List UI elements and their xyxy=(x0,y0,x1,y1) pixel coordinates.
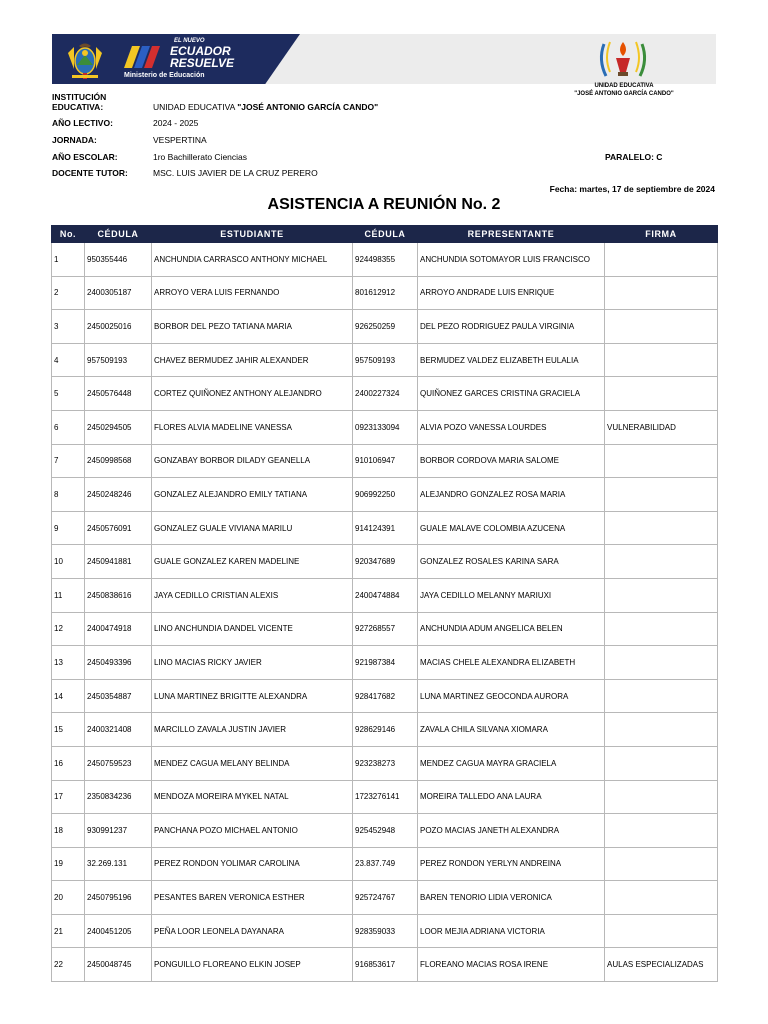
signature-cell xyxy=(605,343,718,377)
header-cedula-representante: CÉDULA xyxy=(353,226,418,243)
row-number: 19 xyxy=(52,847,85,881)
row-number: 21 xyxy=(52,914,85,948)
header-firma: FIRMA xyxy=(605,226,718,243)
representative-name: GONZALEZ ROSALES KARINA SARA xyxy=(418,545,605,579)
student-name: GUALE GONZALEZ KAREN MADELINE xyxy=(152,545,353,579)
table-row xyxy=(52,646,718,680)
row-number: 13 xyxy=(52,646,85,680)
signature-cell xyxy=(605,914,718,948)
table-row xyxy=(52,746,718,780)
representative-id: 920347689 xyxy=(353,545,418,579)
student-name: GONZABAY BORBOR DILADY GEANELLA xyxy=(152,444,353,478)
representative-name: ALEJANDRO GONZALEZ ROSA MARIA xyxy=(418,478,605,512)
representative-id: 928629146 xyxy=(353,713,418,747)
representative-name: MACIAS CHELE ALEXANDRA ELIZABETH xyxy=(418,646,605,680)
student-name: LINO ANCHUNDIA DANDEL VICENTE xyxy=(152,612,353,646)
row-number: 3 xyxy=(52,310,85,344)
student-id: 2450576448 xyxy=(85,377,152,411)
representative-name: PEREZ RONDON YERLYN ANDREINA xyxy=(418,847,605,881)
student-id: 2450294505 xyxy=(85,410,152,444)
table-row xyxy=(52,343,718,377)
student-name: JAYA CEDILLO CRISTIAN ALEXIS xyxy=(152,578,353,612)
row-number: 6 xyxy=(52,410,85,444)
row-number: 17 xyxy=(52,780,85,814)
table-row xyxy=(52,679,718,713)
representative-id: 923238273 xyxy=(353,746,418,780)
student-id: 2450493396 xyxy=(85,646,152,680)
row-number: 22 xyxy=(52,948,85,982)
signature-cell xyxy=(605,612,718,646)
representative-name: BORBOR CORDOVA MARIA SALOME xyxy=(418,444,605,478)
representative-id: 928417682 xyxy=(353,679,418,713)
representative-name: LUNA MARTINEZ GEOCONDA AURORA xyxy=(418,679,605,713)
ministry-name: Ministerio de Educación xyxy=(124,72,205,79)
header-no: No. xyxy=(52,226,85,243)
signature-cell xyxy=(605,578,718,612)
representative-name: QUIÑONEZ GARCES CRISTINA GRACIELA xyxy=(418,377,605,411)
row-number: 18 xyxy=(52,814,85,848)
signature-cell: VULNERABILIDAD xyxy=(605,410,718,444)
representative-id: 1723276141 xyxy=(353,780,418,814)
representative-id: 921987384 xyxy=(353,646,418,680)
student-name: LUNA MARTINEZ BRIGITTE ALEXANDRA xyxy=(152,679,353,713)
info-paralelo: PARALELO: C xyxy=(605,152,663,162)
signature-cell xyxy=(605,713,718,747)
representative-name: LOOR MEJIA ADRIANA VICTORIA xyxy=(418,914,605,948)
signature-cell xyxy=(605,310,718,344)
signature-cell xyxy=(605,511,718,545)
signature-cell: AULAS ESPECIALIZADAS xyxy=(605,948,718,982)
representative-name: ANCHUNDIA SOTOMAYOR LUIS FRANCISCO xyxy=(418,243,605,277)
row-number: 2 xyxy=(52,276,85,310)
signature-cell xyxy=(605,646,718,680)
student-name: PANCHANA POZO MICHAEL ANTONIO xyxy=(152,814,353,848)
student-name: PEÑA LOOR LEONELA DAYANARA xyxy=(152,914,353,948)
student-name: ANCHUNDIA CARRASCO ANTHONY MICHAEL xyxy=(152,243,353,277)
attendance-table xyxy=(51,225,718,982)
page-title: ASISTENCIA A REUNIÓN No. 2 xyxy=(267,196,501,213)
representative-name: ANCHUNDIA ADUM ANGELICA BELEN xyxy=(418,612,605,646)
student-name: GONZALEZ GUALE VIVIANA MARILU xyxy=(152,511,353,545)
signature-cell xyxy=(605,814,718,848)
student-id: 2450941881 xyxy=(85,545,152,579)
school-logo-icon xyxy=(594,38,652,82)
row-number: 1 xyxy=(52,243,85,277)
table-row xyxy=(52,881,718,915)
student-name: BORBOR DEL PEZO TATIANA MARIA xyxy=(152,310,353,344)
student-name: MENDOZA MOREIRA MYKEL NATAL xyxy=(152,780,353,814)
representative-name: FLOREANO MACIAS ROSA IRENE xyxy=(418,948,605,982)
student-id: 957509193 xyxy=(85,343,152,377)
student-id: 2350834236 xyxy=(85,780,152,814)
representative-id: 914124391 xyxy=(353,511,418,545)
table-row xyxy=(52,377,718,411)
row-number: 8 xyxy=(52,478,85,512)
student-name: MARCILLO ZAVALA JUSTIN JAVIER xyxy=(152,713,353,747)
header-cedula-estudiante: CÉDULA xyxy=(85,226,152,243)
ecuador-coat-of-arms-icon xyxy=(64,39,106,81)
row-number: 12 xyxy=(52,612,85,646)
student-name: PESANTES BAREN VERONICA ESTHER xyxy=(152,881,353,915)
student-id: 2400305187 xyxy=(85,276,152,310)
student-id: 2450354887 xyxy=(85,679,152,713)
table-row xyxy=(52,511,718,545)
row-number: 10 xyxy=(52,545,85,579)
table-row xyxy=(52,847,718,881)
table-row xyxy=(52,478,718,512)
signature-cell xyxy=(605,881,718,915)
table-row xyxy=(52,545,718,579)
representative-id: 957509193 xyxy=(353,343,418,377)
signature-cell xyxy=(605,377,718,411)
row-number: 16 xyxy=(52,746,85,780)
table-row xyxy=(52,410,718,444)
student-id: 2400474918 xyxy=(85,612,152,646)
representative-id: 916853617 xyxy=(353,948,418,982)
row-number: 5 xyxy=(52,377,85,411)
table-row xyxy=(52,914,718,948)
representative-id: 910106947 xyxy=(353,444,418,478)
student-name: PONGUILLO FLOREANO ELKIN JOSEP xyxy=(152,948,353,982)
row-number: 7 xyxy=(52,444,85,478)
representative-name: POZO MACIAS JANETH ALEXANDRA xyxy=(418,814,605,848)
representative-name: ZAVALA CHILA SILVANA XIOMARA xyxy=(418,713,605,747)
signature-cell xyxy=(605,478,718,512)
representative-name: DEL PEZO RODRIGUEZ PAULA VIRGINIA xyxy=(418,310,605,344)
representative-name: BAREN TENORIO LIDIA VERONICA xyxy=(418,881,605,915)
representative-id: 925724767 xyxy=(353,881,418,915)
row-number: 4 xyxy=(52,343,85,377)
representative-id: 801612912 xyxy=(353,276,418,310)
brand-stripes-icon xyxy=(124,46,168,68)
row-number: 15 xyxy=(52,713,85,747)
signature-cell xyxy=(605,746,718,780)
student-id: 2400451205 xyxy=(85,914,152,948)
representative-id: 927268557 xyxy=(353,612,418,646)
representative-id: 2400227324 xyxy=(353,377,418,411)
student-id: 2450838616 xyxy=(85,578,152,612)
table-row xyxy=(52,578,718,612)
student-name: FLORES ALVIA MADELINE VANESSA xyxy=(152,410,353,444)
signature-cell xyxy=(605,243,718,277)
row-number: 9 xyxy=(52,511,85,545)
signature-cell xyxy=(605,545,718,579)
student-id: 950355446 xyxy=(85,243,152,277)
signature-cell xyxy=(605,780,718,814)
representative-name: MOREIRA TALLEDO ANA LAURA xyxy=(418,780,605,814)
brand-logo: EL NUEVO ECUADOR RESUELVE xyxy=(170,38,235,70)
representative-name: ALVIA POZO VANESSA LOURDES xyxy=(418,410,605,444)
table-row xyxy=(52,948,718,982)
student-name: PEREZ RONDON YOLIMAR CAROLINA xyxy=(152,847,353,881)
student-name: MENDEZ CAGUA MELANY BELINDA xyxy=(152,746,353,780)
table-row xyxy=(52,243,718,277)
student-name: CHAVEZ BERMUDEZ JAHIR ALEXANDER xyxy=(152,343,353,377)
table-row xyxy=(52,814,718,848)
representative-id: 0923133094 xyxy=(353,410,418,444)
student-id: 2400321408 xyxy=(85,713,152,747)
representative-id: 925452948 xyxy=(353,814,418,848)
representative-id: 2400474884 xyxy=(353,578,418,612)
student-name: CORTEZ QUIÑONEZ ANTHONY ALEJANDRO xyxy=(152,377,353,411)
student-id: 2450025016 xyxy=(85,310,152,344)
representative-name: JAYA CEDILLO MELANNY MARIUXI xyxy=(418,578,605,612)
header-representante: REPRESENTANTE xyxy=(418,226,605,243)
table-row xyxy=(52,612,718,646)
row-number: 11 xyxy=(52,578,85,612)
representative-id: 906992250 xyxy=(353,478,418,512)
student-id: 2450998568 xyxy=(85,444,152,478)
student-id: 930991237 xyxy=(85,814,152,848)
school-name: UNIDAD EDUCATIVA "JOSÉ ANTONIO GARCÍA CANDO" xyxy=(574,83,674,97)
student-name: GONZALEZ ALEJANDRO EMILY TATIANA xyxy=(152,478,353,512)
representative-id: 928359033 xyxy=(353,914,418,948)
signature-cell xyxy=(605,847,718,881)
student-id: 2450048745 xyxy=(85,948,152,982)
table-row xyxy=(52,276,718,310)
student-name: ARROYO VERA LUIS FERNANDO xyxy=(152,276,353,310)
row-number: 20 xyxy=(52,881,85,915)
student-id: 2450795196 xyxy=(85,881,152,915)
representative-id: 926250259 xyxy=(353,310,418,344)
student-id: 32.269.131 xyxy=(85,847,152,881)
table-row xyxy=(52,780,718,814)
signature-cell xyxy=(605,679,718,713)
representative-name: BERMUDEZ VALDEZ ELIZABETH EULALIA xyxy=(418,343,605,377)
student-id: 2450759523 xyxy=(85,746,152,780)
row-number: 14 xyxy=(52,679,85,713)
table-row xyxy=(52,444,718,478)
representative-id: 924498355 xyxy=(353,243,418,277)
student-name: LINO MACIAS RICKY JAVIER xyxy=(152,646,353,680)
signature-cell xyxy=(605,444,718,478)
representative-name: GUALE MALAVE COLOMBIA AZUCENA xyxy=(418,511,605,545)
meeting-date: Fecha: martes, 17 de septiembre de 2024 xyxy=(549,184,715,194)
representative-id: 23.837.749 xyxy=(353,847,418,881)
table-row xyxy=(52,713,718,747)
student-id: 2450576091 xyxy=(85,511,152,545)
table-header-row xyxy=(52,226,718,243)
representative-name: ARROYO ANDRADE LUIS ENRIQUE xyxy=(418,276,605,310)
table-row xyxy=(52,310,718,344)
student-id: 2450248246 xyxy=(85,478,152,512)
signature-cell xyxy=(605,276,718,310)
header-estudiante: ESTUDIANTE xyxy=(152,226,353,243)
representative-name: MENDEZ CAGUA MAYRA GRACIELA xyxy=(418,746,605,780)
